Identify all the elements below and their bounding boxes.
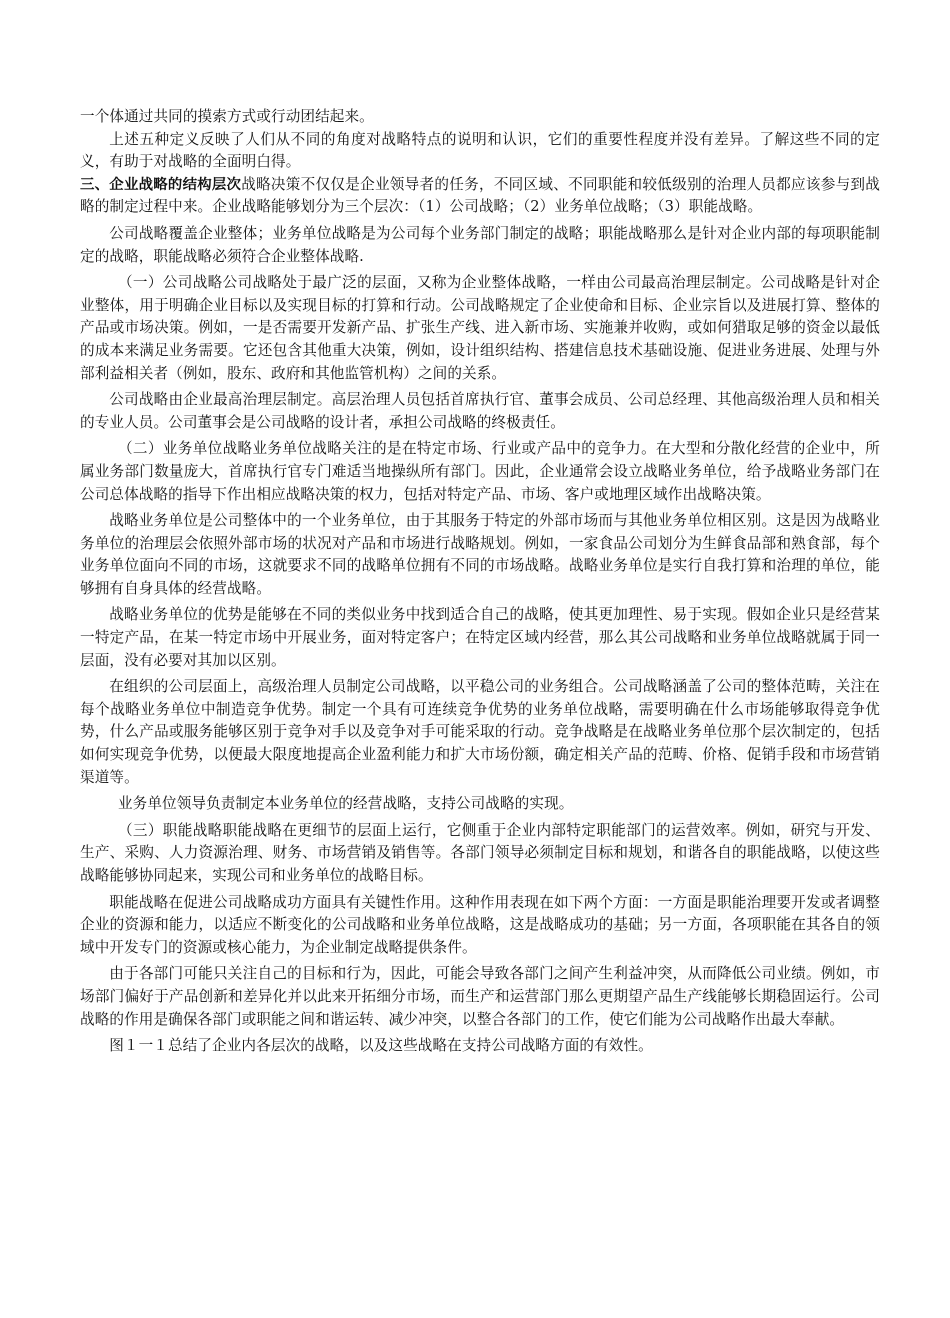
section-heading: 三、企业战略的结构层次	[80, 176, 242, 193]
paragraph-bu-leadership: 业务单位领导负责制定本业务单位的经营战略，支持公司战略的实现。	[117, 795, 574, 813]
paragraph-levels-overview: 公司战略覆盖企业整体；业务单位战略是为公司每个业务部门制定的战略；职能战略那么是针对企业内部的每项职能制定的战略，职能战略必须符合企业整体战略.	[80, 224, 880, 265]
document-page	[80, 106, 880, 1058]
paragraph-continuation: 一个体通过共同的摸索方式或行动团结起来。	[80, 108, 374, 125]
paragraph-figure-reference: 图１一１总结了企业内各层次的战略，以及这些战略在支持公司战略方面的有效性。	[109, 1037, 653, 1055]
paragraph-functional-role: 职能战略在促进公司战略成功方面具有关键性作用。这种作用表现在如下两个方面：一方面是职能治理要开发或者调整企业的资源和能力，以适应不断变化的公司战略和业务单位战略，这是战略成功的基础；另一方面，各项职能在其各自的领域中开发专门的资源或核心能力，为企业制定战略提供条件。	[80, 893, 880, 956]
section-intro-text: 战略决策不仅仅是企业领导者的任务，不同区域、不同职能和较低级别的治理人员都应该参与到战略的制定过程中来。企业战略能够划分为三个层次：（1）公司战略；（2）业务单位战略；（3）职能战略。	[80, 175, 880, 216]
paragraph-functional-strategy: （三）职能战略职能战略在更细节的层面上运行，它侧重于企业内部特定职能部门的运营效率。例如，研究与开发、生产、采购、人力资源治理、财务、市场营销及销售等。各部门领导必须制定目标和规划，和谐各自的职能战略，以使这些战略能够协同起来，实现公司和业务单位的战略目标。	[80, 821, 880, 884]
paragraph-sbu-definition: 战略业务单位是公司整体中的一个业务单位，由于其服务于特定的外部市场而与其他业务单位相区别。这是因为战略业务单位的治理层会依照外部市场的状况对产品和市场进行战略规划。例如，一家食品公司划分为生鲜食品部和熟食部，每个业务单位面向不同的市场，这就要求不同的战略单位拥有不同的市场战略。战略业务单位是实行自我打算和治理的单位，能够拥有自身具体的经营战略。	[80, 512, 880, 597]
section-structure-levels	[80, 174, 880, 219]
paragraph-business-unit-strategy: （二）业务单位战略业务单位战略关注的是在特定市场、行业或产品中的竞争力。在大型和分散化经营的企业中，所属业务部门数量庞大，首席执行官专门难适当地操纵所有部门。因此，企业通常会设立战略业务单位，给予战略业务部门在公司总体战略的指导下作出相应战略决策的权力，包括对特定产品、市场、客户或地理区域作出战略决策。	[80, 440, 880, 503]
paragraph-corporate-strategy: （一）公司战略公司战略处于最广泛的层面，又称为企业整体战略，一样由公司最高治理层制定。公司战略是针对企业整体，用于明确企业目标以及实现目标的打算和行动。公司战略规定了企业使命和目标、企业宗旨以及进展打算、整体的产品或市场决策。例如，一是否需要开发新产品、扩张生产线、进入新市场、实施兼并收购，或如何猎取足够的资金以最低的成本来满足业务需要。它还包含其他重大决策，例如，设计组织结构、搭建信息技术基础设施、促进业务进展、处理与外部利益相关者（例如，股东、政府和其他监管机构）之间的关系。	[80, 274, 880, 382]
paragraph-competitive-strategy: 在组织的公司层面上，高级治理人员制定公司战略，以平稳公司的业务组合。公司战略涵盖了公司的整体范畴，关注在每个战略业务单位中制造竞争优势。制定一个具有可连续竞争优势的业务单位战略，需要明确在什么市场能够取得竞争优势，什么产品或服务能够区别于竞争对手以及竞争对手可能采取的行动。竞争战略是在战略业务单位那个层次制定的，包括如何实现竞争优势，以便最大限度地提高企业盈利能力和扩大市场份额，确定相关产品的范畴、价格、促销手段和市场营销渠道等。	[80, 678, 880, 786]
paragraph-definitions-summary: 上述五种定义反映了人们从不同的角度对战略特点的说明和认识，它们的重要性程度并没有差异。了解这些不同的定义，有助于对战略的全面明白得。	[80, 130, 880, 171]
paragraph-corporate-governance: 公司战略由企业最高治理层制定。高层治理人员包括首席执行官、董事会成员、公司总经理、其他高级治理人员和相关的专业人员。公司董事会是公司战略的设计者，承担公司战略的终极责任。	[80, 391, 880, 431]
paragraph-sbu-advantage: 战略业务单位的优势是能够在不同的类似业务中找到适合自己的战略，使其更加理性、易于实现。假如企业只是经营某一特定产品，在某一特定市场中开展业务，面对特定客户；在特定区域内经营，那么其公司战略和业务单位战略就属于同一层面，没有必要对其加以区别。	[80, 606, 880, 669]
paragraph-department-conflict: 由于各部门可能只关注自己的目标和行为，因此，可能会导致各部门之间产生利益冲突，从而降低公司业绩。例如，市场部门偏好于产品创新和差异化并以此来开拓细分市场，而生产和运营部门那么更期望产品生产线能够长期稳固运行。公司战略的作用是确保各部门或职能之间和谐运转、减少冲突，以整合各部门的工作，使它们能为公司战略作出最大奉献。	[80, 965, 880, 1028]
